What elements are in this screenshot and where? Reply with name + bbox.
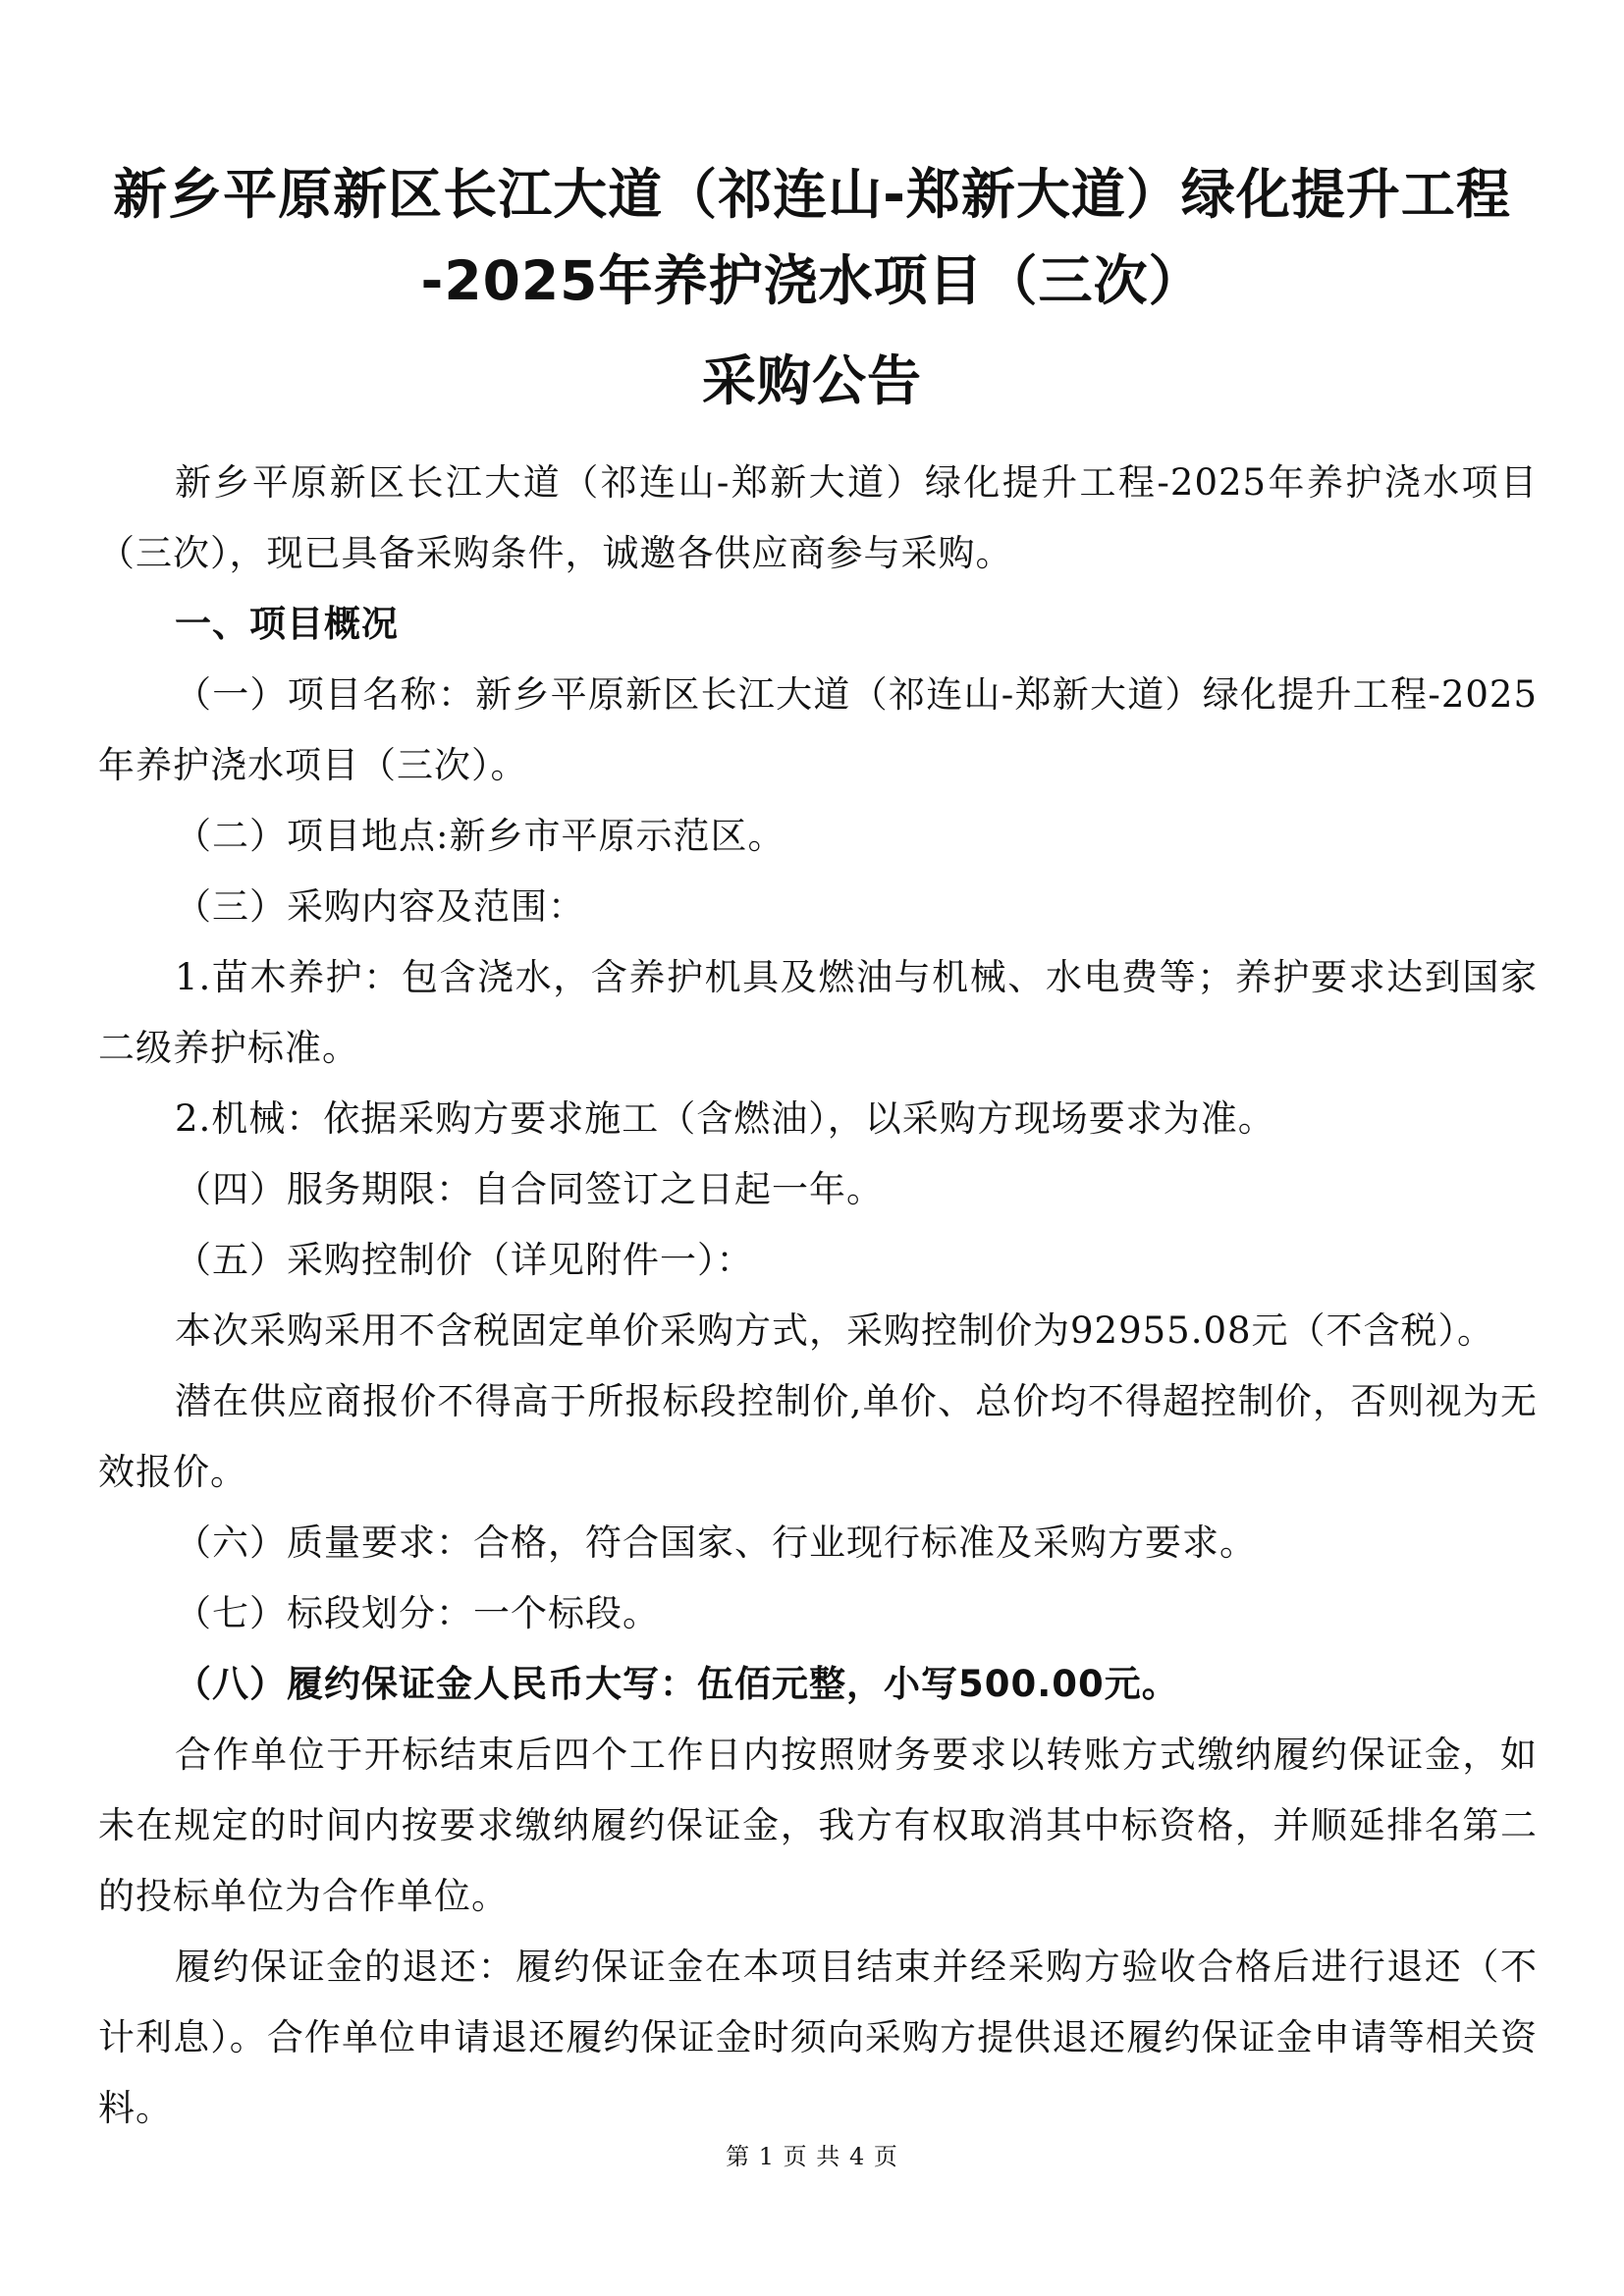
item-scope-seedling-maintenance: 1.苗木养护：包含浇水，含养护机具及燃油与机械、水电费等；养护要求达到国家二级养护标准。: [98, 956, 1538, 1069]
section-heading-project-overview: 一、项目概况: [175, 603, 399, 645]
intro-paragraph: 新乡平原新区长江大道（祁连山-郑新大道）绿化提升工程-2025年养护浇水项目（三次），现已具备采购条件，诚邀各供应商参与采购。: [98, 461, 1538, 574]
item-control-price: （五）采购控制价（详见附件一）：: [175, 1239, 754, 1281]
item-project-location: （二）项目地点:新乡市平原示范区。: [175, 815, 785, 857]
item-quality-requirement: （六）质量要求：合格，符合国家、行业现行标准及采购方要求。: [175, 1522, 1257, 1564]
performance-bond-payment-text: 合作单位于开标结束后四个工作日内按照财务要求以转账方式缴纳履约保证金，如未在规定的时间内按要求缴纳履约保证金，我方有权取消其中标资格，并顺延排名第二的投标单位为合作单位。: [98, 1734, 1538, 1917]
document-title-line-2: -2025年养护浇水项目（三次）: [420, 249, 1204, 312]
performance-bond-refund-text: 履约保证金的退还：履约保证金在本项目结束并经采购方验收合格后进行退还（不计利息）。合作单位申请退还履约保证金时须向采购方提供退还履约保证金申请等相关资料。: [98, 1946, 1538, 2129]
item-project-name: （一）项目名称：新乡平原新区长江大道（祁连山-郑新大道）绿化提升工程-2025年养护浇水项目（三次）。: [98, 673, 1538, 786]
document-title-line-1: 新乡平原新区长江大道（祁连山-郑新大道）绿化提升工程: [113, 163, 1511, 226]
item-procurement-scope: （三）采购内容及范围：: [175, 885, 585, 928]
page-number-footer: 第 1 页 共 4 页: [726, 2143, 898, 2170]
item-service-period: （四）服务期限：自合同签订之日起一年。: [175, 1168, 884, 1210]
document-title-line-3: 采购公告: [701, 349, 922, 412]
item-scope-machinery: 2.机械：依据采购方要求施工（含燃油），以采购方现场要求为准。: [175, 1097, 1275, 1140]
item-performance-bond: （八）履约保证金人民币大写：伍佰元整，小写500.00元。: [175, 1663, 1179, 1705]
control-price-note: 潜在供应商报价不得高于所报标段控制价,单价、总价均不得超控制价，否则视为无效报价。: [98, 1380, 1538, 1493]
item-lot-division: （七）标段划分：一个标段。: [175, 1592, 660, 1634]
control-price-text: 本次采购采用不含税固定单价采购方式，采购控制价为92955.08元（不含税）。: [175, 1309, 1495, 1352]
